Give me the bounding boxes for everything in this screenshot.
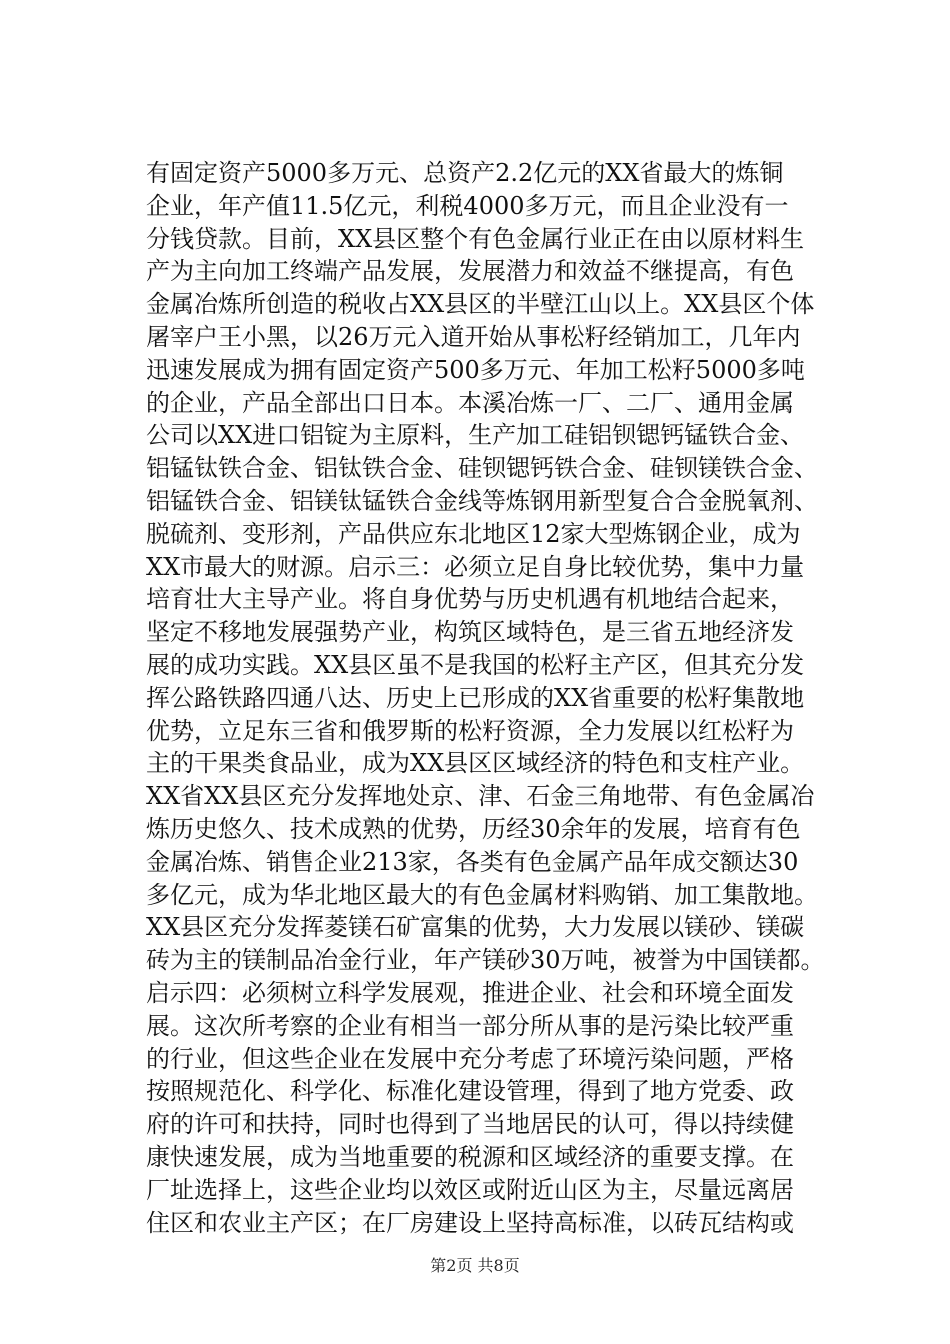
text-line: 培育壮大主导产业。将自身优势与历史机遇有机地结合起来， — [146, 585, 794, 614]
text-line: 金属冶炼、销售企业213家，各类有色金属产品年成交额达30 — [146, 847, 799, 876]
text-line: 产为主向加工终端产品发展，发展潜力和效益不继提高，有色 — [146, 257, 794, 286]
page-footer: 第2页 共8页 — [430, 1256, 520, 1275]
text-line: 屠宰户王小黑，以26万元入道开始从事松籽经销加工，几年内 — [146, 322, 801, 351]
text-line: 优势，立足东三省和俄罗斯的松籽资源，全力发展以红松籽为 — [146, 716, 794, 745]
text-line: 多亿元，成为华北地区最大的有色金属材料购销、加工集散地。 — [146, 880, 818, 909]
text-line: 铝锰钛铁合金、铝钛铁合金、硅钡锶钙铁合金、硅钡镁铁合金、 — [146, 454, 818, 483]
text-line: 公司以XX进口铝锭为主原料，生产加工硅铝钡锶钙锰铁合金、 — [146, 421, 805, 450]
text-line: 脱硫剂、变形剂，产品供应东北地区12家大型炼钢企业，成为 — [146, 519, 801, 548]
text-line: 坚定不移地发展强势产业，构筑区域特色，是三省五地经济发 — [146, 618, 794, 647]
text-line: XX市最大的财源。启示三：必须立足自身比较优势，集中力量 — [146, 552, 805, 581]
text-line: 住区和农业主产区；在厂房建设上坚持高标准，以砖瓦结构或 — [146, 1208, 794, 1237]
text-line: 有固定资产5000多万元、总资产2.2亿元的XX省最大的炼铜 — [146, 159, 784, 187]
text-line: 分钱贷款。目前，XX县区整个有色金属行业正在由以原材料生 — [146, 224, 805, 253]
text-line: 砖为主的镁制品冶金行业，年产镁砂30万吨，被誉为中国镁都。 — [146, 946, 825, 975]
text-line: 按照规范化、科学化、标准化建设管理，得到了地方党委、政 — [146, 1077, 794, 1106]
text-line: 厂址选择上，这些企业均以效区或附近山区为主，尽量远离居 — [146, 1175, 794, 1204]
text-line: 炼历史悠久、技术成熟的优势，历经30余年的发展，培育有色 — [146, 814, 801, 843]
text-line: 铝锰铁合金、铝镁钛锰铁合金线等炼钢用新型复合合金脱氧剂、 — [146, 486, 818, 515]
text-line: 迅速发展成为拥有固定资产500多万元、年加工松籽5000多吨 — [146, 355, 805, 384]
text-line: XX县区充分发挥菱镁石矿富集的优势，大力发展以镁砂、镁碳 — [146, 913, 805, 942]
text-line: 展。这次所考察的企业有相当一部分所从事的是污染比较严重 — [146, 1011, 794, 1040]
text-line: 府的许可和扶持，同时也得到了当地居民的认可，得以持续健 — [146, 1110, 794, 1139]
text-line: 企业，年产值11.5亿元，利税4000多万元，而且企业没有一 — [146, 191, 789, 220]
text-line: 金属冶炼所创造的税收占XX县区的半壁江山以上。XX县区个体 — [146, 290, 815, 319]
text-line: 挥公路铁路四通八达、历史上已形成的XX省重要的松籽集散地 — [146, 683, 805, 712]
text-line: 展的成功实践。XX县区虽不是我国的松籽主产区，但其充分发 — [146, 650, 805, 679]
text-line: 主的干果类食品业，成为XX县区区域经济的特色和支柱产业。 — [146, 749, 805, 778]
text-line: XX省XX县区充分发挥地处京、津、石金三角地带、有色金属冶 — [146, 782, 815, 811]
text-line: 的企业，产品全部出口日本。本溪冶炼一厂、二厂、通用金属 — [146, 388, 794, 417]
body-text — [146, 157, 846, 1239]
text-line: 的行业，但这些企业在发展中充分考虑了环境污染问题，严格 — [146, 1044, 794, 1073]
text-line: 启示四：必须树立科学发展观，推进企业、社会和环境全面发 — [146, 978, 794, 1007]
text-line: 康快速发展，成为当地重要的税源和区域经济的重要支撑。在 — [146, 1142, 794, 1171]
